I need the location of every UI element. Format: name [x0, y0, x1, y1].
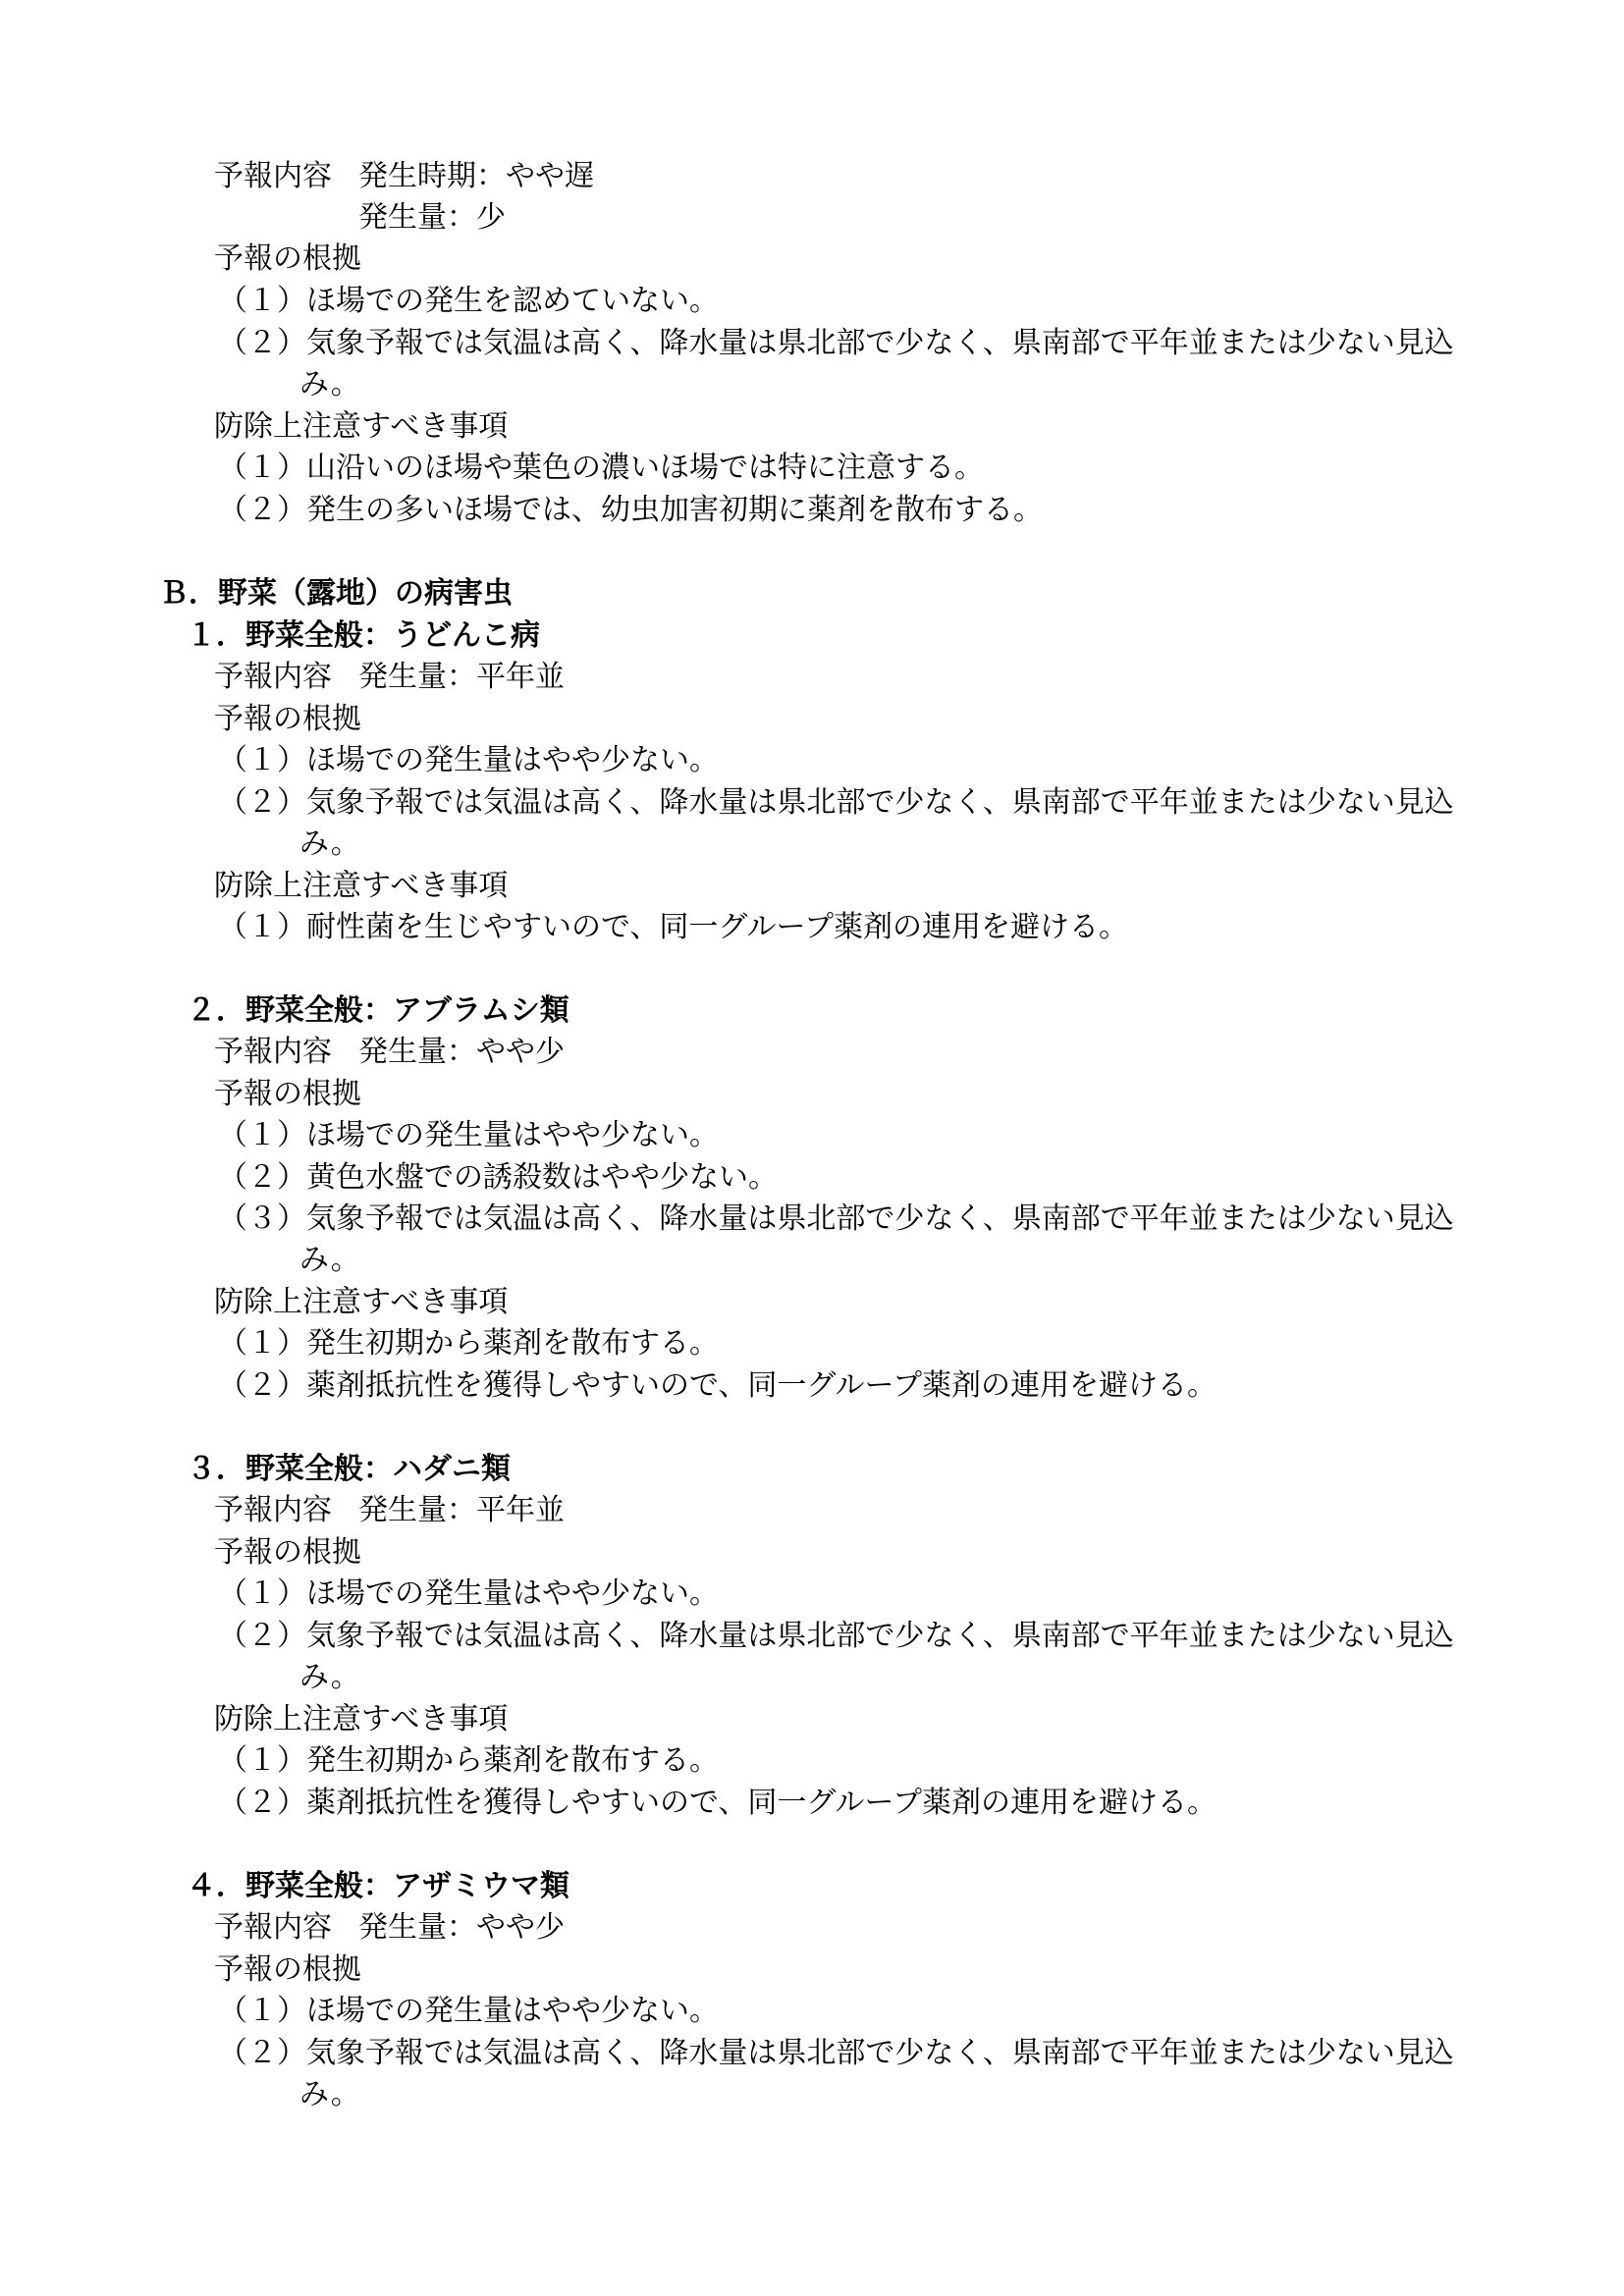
control-item: （１）耐性菌を生じやすいので、同一グループ薬剤の連用を避ける。: [218, 910, 1128, 944]
control-label: 防除上注意すべき事項: [214, 869, 509, 903]
basis-item: （１）ほ場での発生量はやや少ない。: [218, 1118, 719, 1152]
basis-item: （２）気象予報では気温は高く、降水量は県北部で少なく、県南部で平年並または少ない見込: [218, 785, 1454, 820]
forecast-label: 予報内容: [214, 660, 332, 694]
control-item: （２）薬剤抵抗性を獲得しやすいので、同一グループ薬剤の連用を避ける。: [218, 1368, 1217, 1403]
basis-label: 予報の根拠: [214, 1077, 361, 1111]
subsection-title: ４．野菜全般：アザミウマ類: [187, 1869, 569, 1903]
basis-item-continuation: み。: [299, 1243, 360, 1277]
subsection-title: １．野菜全般：うどんこ病: [187, 618, 540, 653]
forecast-label: 予報内容: [214, 159, 332, 193]
basis-item-continuation: み。: [299, 2077, 360, 2111]
forecast-label: 予報内容: [214, 1493, 332, 1527]
basis-label: 予報の根拠: [214, 1952, 361, 1987]
forecast-timing: 発生時期：やや遅: [358, 159, 594, 193]
basis-item: （３）気象予報では気温は高く、降水量は県北部で少なく、県南部で平年並または少ない見込: [218, 1201, 1454, 1236]
basis-item: （２）気象予報では気温は高く、降水量は県北部で少なく、県南部で平年並または少ない見込: [218, 326, 1454, 360]
section-title: Ｂ．野菜（露地）の病害虫: [159, 576, 513, 611]
basis-item: （２）気象予報では気温は高く、降水量は県北部で少なく、県南部で平年並または少ない見込: [218, 2036, 1454, 2070]
basis-item: （１）ほ場での発生量はやや少ない。: [218, 743, 719, 777]
basis-item-continuation: み。: [299, 1660, 360, 1694]
basis-item-continuation: み。: [299, 367, 360, 401]
control-item: （２）発生の多いほ場では、幼虫加害初期に薬剤を散布する。: [218, 493, 1043, 527]
forecast-label: 予報内容: [214, 1035, 332, 1069]
basis-item: （１）ほ場での発生を認めていない。: [218, 284, 719, 318]
forecast-value: 発生量：平年並: [358, 1493, 565, 1527]
control-label: 防除上注意すべき事項: [214, 1702, 509, 1736]
control-label: 防除上注意すべき事項: [214, 409, 509, 444]
basis-item: （１）ほ場での発生量はやや少ない。: [218, 1576, 719, 1611]
forecast-value: 発生量：やや少: [358, 1910, 565, 1945]
subsection-title: ２．野菜全般：アブラムシ類: [187, 993, 569, 1028]
basis-item: （１）ほ場での発生量はやや少ない。: [218, 1994, 719, 2028]
control-item: （２）薬剤抵抗性を獲得しやすいので、同一グループ薬剤の連用を避ける。: [218, 1786, 1217, 1820]
forecast-label: 予報内容: [214, 1910, 332, 1945]
basis-item: （２）黄色水盤での誘殺数はやや少ない。: [218, 1160, 778, 1195]
basis-item: （２）気象予報では気温は高く、降水量は県北部で少なく、県南部で平年並または少ない見込: [218, 1619, 1454, 1653]
basis-label: 予報の根拠: [214, 1535, 361, 1570]
forecast-value: 発生量：やや少: [358, 1035, 565, 1069]
control-item: （１）発生初期から薬剤を散布する。: [218, 1326, 719, 1361]
subsection-title: ３．野菜全般：ハダニ類: [187, 1452, 511, 1486]
control-item: （１）山沿いのほ場や葉色の濃いほ場では特に注意する。: [218, 451, 984, 485]
forecast-value: 発生量：平年並: [358, 660, 565, 694]
control-item: （１）発生初期から薬剤を散布する。: [218, 1743, 719, 1778]
control-label: 防除上注意すべき事項: [214, 1285, 509, 1319]
basis-label: 予報の根拠: [214, 241, 361, 276]
basis-item-continuation: み。: [299, 827, 360, 861]
basis-label: 予報の根拠: [214, 702, 361, 736]
forecast-amount: 発生量：少: [358, 200, 506, 235]
